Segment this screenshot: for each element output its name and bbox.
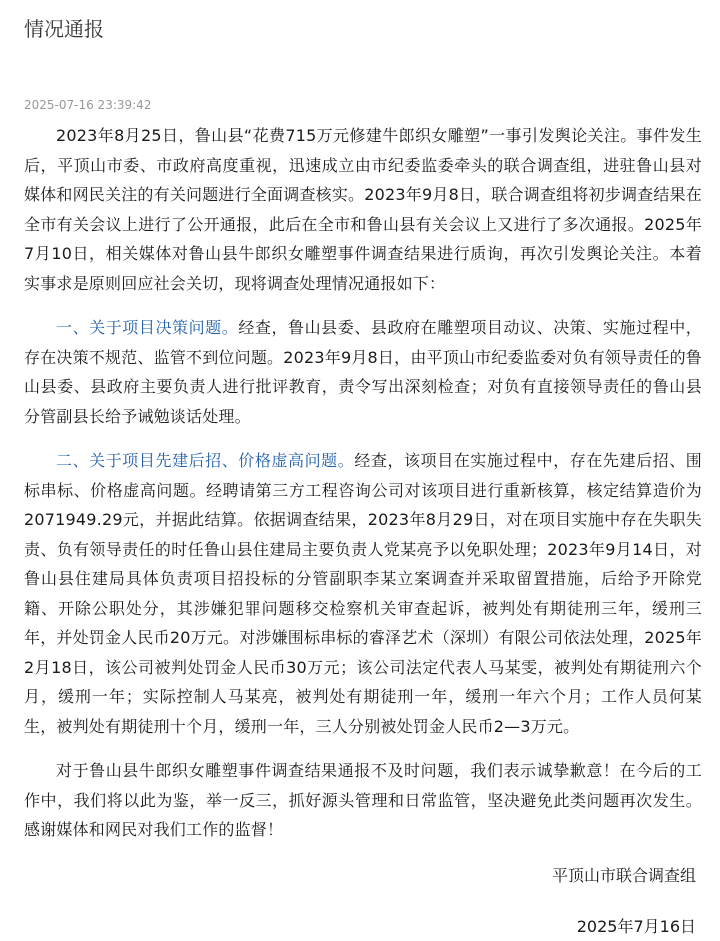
bidding-section-body: 经查，该项目在实施过程中，存在先建后招、围标串标、价格虚高问题。经聘请第三方工程咨询公司对该项目进行重新核算，核定结算造价为2071949.29元，并据此结算。依据调查结果，2023年8月29日，对在项目实施中存在失职失责、负有领导责任的时任鲁山县住建局主要负责人党某亮予以免职处理；2023年9月14日，对鲁山县住建局具体负责项目招投标的分管副职李某立案调查并采取留置措施，后给予开除党籍、开除公职处分，其涉嫌犯罪问题移交检察机关审查起诉，被判处有期徒刑三年，缓刑三年，并处罚金人民币20万元。对涉嫌围标串标的睿泽艺术（深圳）有限公司依法处理，2025年2月18日，该公司被判处罚金人民币30万元；该公司法定代表人马某雯，被判处有期徒刑六个月，缓刑一年；实际控制人马某亮，被判处有期徒刑一年，缓刑一年六个月；工作人员何某生，被判处有期徒刑十个月，缓刑一年，三人分别被处罚金人民币2—3万元。 [24,451,702,736]
intro-paragraph: 2023年8月25日，鲁山县“花费715万元修建牛郎织女雕塑”一事引发舆论关注。事件发生后，平顶山市委、市政府高度重视，迅速成立由市纪委监委牵头的联合调查组，进驻鲁山县对媒体和网民关注的有关问题进行全面调查核实。2023年9月8日，联合调查组将初步调查结果在全市有关会议上进行了公开通报，此后在全市和鲁山县有关会议上又进行了多次通报。2025年7月10日，相关媒体对鲁山县牛郎织女雕塑事件调查结果进行质询，再次引发舆论关注。本着实事求是原则回应社会关切，现将调查处理情况通报如下： [24,126,702,293]
decision-section-heading: 一、关于项目决策问题。 [56,318,239,337]
signature-org: 平顶山市联合调查组 [551,865,696,885]
bidding-section-heading: 二、关于项目先建后招、价格虚高问题。 [56,451,355,470]
report-body [24,121,702,941]
decision-section-paragraph [24,313,702,431]
publish-timestamp: 2025-07-16 23:39:42 [24,98,152,112]
apology-paragraph: 对于鲁山县牛郎织女雕塑事件调查结果通报不及时问题，我们表示诚挚歉意！在今后的工作中，我们将以此为鉴，举一反三，抓好源头管理和日常监管，坚决避免此类问题再次发生。感谢媒体和网民对我们工作的监督！ [24,761,702,839]
page-title: 情况通报 [24,17,104,41]
decision-section-body: 经查，鲁山县委、县政府在雕塑项目动议、决策、实施过程中，存在决策不规范、监管不到位问题。2023年9月8日，由平顶山市纪委监委对负有领导责任的鲁山县委、县政府主要负责人进行批评教育，责令写出深刻检查；对负有直接领导责任的鲁山县分管副县长给予诫勉谈话处理。 [24,318,702,426]
signature-date: 2025年7月16日 [576,916,696,936]
bidding-section-paragraph [24,446,702,741]
